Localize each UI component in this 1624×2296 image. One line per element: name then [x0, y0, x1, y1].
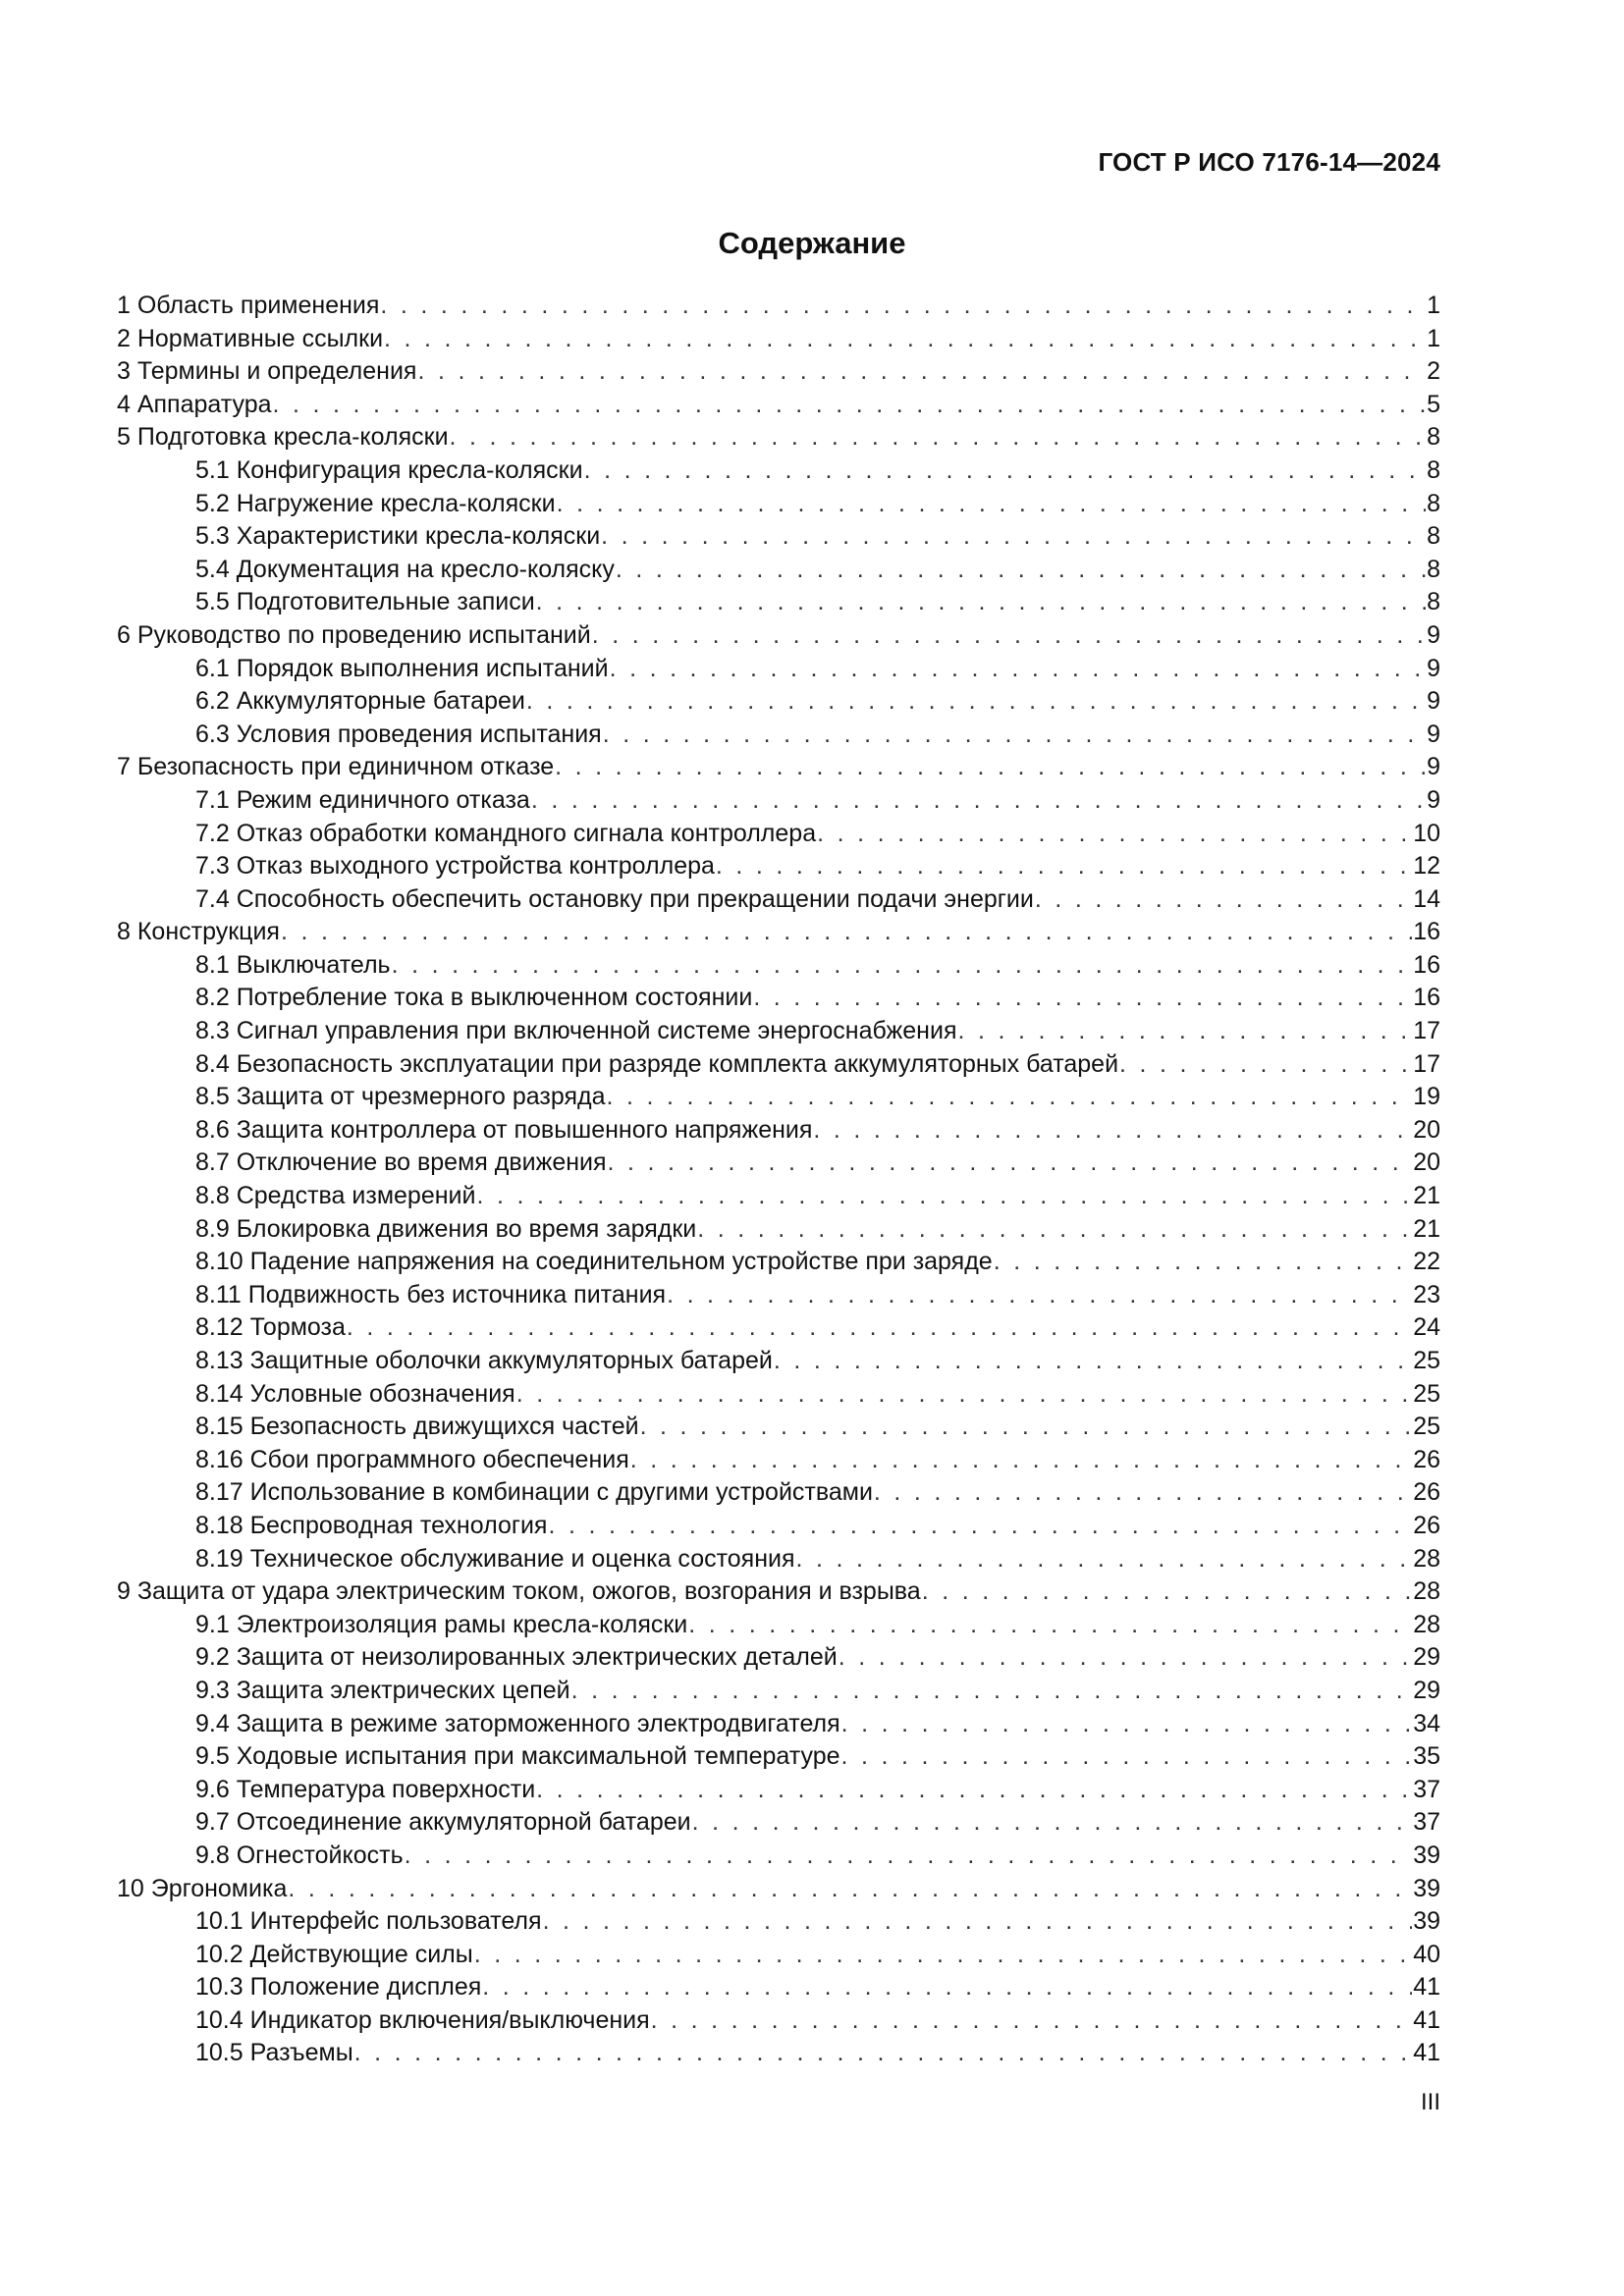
toc-entry-page: 16 [1413, 984, 1440, 1012]
toc-entry-label: 8.9 Блокировка движения во время зарядки [195, 1214, 697, 1243]
toc-entry-page: 24 [1413, 1313, 1440, 1342]
toc-entry-label: 7.4 Способность обеспечить остановку при прекращении подачи энергии [195, 884, 1034, 913]
toc-entry[interactable] [117, 1510, 1440, 1543]
dot-leader [557, 488, 1427, 521]
toc-entry-label: 10.1 Интерфейс пользователя [195, 1907, 542, 1936]
toc-entry-page: 41 [1413, 2005, 1440, 2034]
dot-leader [607, 1081, 1413, 1114]
toc-entry-label: 7.1 Режим единичного отказа [195, 785, 530, 814]
toc-entry-page: 26 [1413, 1445, 1440, 1473]
toc-entry[interactable] [117, 850, 1440, 883]
toc-entry-label: 9.1 Электроизоляция рамы кресла-коляски [195, 1610, 688, 1638]
dot-leader [571, 1675, 1413, 1708]
dot-leader [516, 1378, 1412, 1412]
page-number: III [1420, 2089, 1440, 2115]
toc-entry[interactable] [117, 355, 1440, 389]
standard-code-header: ГОСТ Р ИСО 7176-14—2024 [1098, 147, 1440, 177]
toc-entry-label: 10 Эргономика [117, 1874, 288, 1902]
toc-entry[interactable] [117, 1740, 1440, 1774]
toc-entry[interactable] [117, 1609, 1440, 1642]
dot-leader [667, 1279, 1412, 1312]
toc-entry[interactable] [117, 1081, 1440, 1114]
toc-entry-label: 1 Область применения [117, 292, 380, 319]
toc-entry-label: 8.15 Безопасность движущихся частей [195, 1413, 639, 1441]
toc-entry-page: 26 [1413, 1478, 1440, 1507]
toc-entry-label: 8.1 Выключатель [195, 950, 391, 979]
toc-entry[interactable] [117, 784, 1440, 818]
toc-entry[interactable] [117, 1411, 1440, 1444]
toc-entry-label: 8.5 Защита от чрезмерного разряда [195, 1083, 606, 1111]
toc-entry-page: 1 [1427, 324, 1440, 352]
toc-entry[interactable] [117, 421, 1440, 454]
toc-entry-page: 40 [1413, 1940, 1440, 1968]
dot-leader [922, 1575, 1412, 1609]
toc-entry-label: 8.2 Потребление тока в выключенном состоянии [195, 984, 753, 1012]
toc-entry-page: 9 [1427, 620, 1440, 649]
toc-entry-label: 9.3 Защита электрических цепей [195, 1676, 570, 1704]
dot-leader [392, 949, 1413, 983]
toc-entry-page: 16 [1413, 950, 1440, 979]
dot-leader [651, 2004, 1413, 2038]
toc-entry-label: 9.6 Температура поверхности [195, 1775, 536, 1803]
toc-entry-label: 10.4 Индикатор включения/выключения [195, 2005, 650, 2034]
toc-entry-page: 37 [1413, 1808, 1440, 1837]
toc-entry-page: 9 [1427, 785, 1440, 814]
dot-leader [616, 554, 1426, 587]
toc-entry-label: 9.7 Отсоединение аккумуляторной батареи [195, 1808, 691, 1837]
toc-entry-label: 6 Руководство по проведению испытаний [117, 620, 591, 649]
toc-entry[interactable] [117, 488, 1440, 521]
toc-entry-label: 8.13 Защитные оболочки аккумуляторных батарей [195, 1347, 773, 1374]
toc-entry-label: 8.19 Техническое обслуживание и оценка состояния [195, 1544, 795, 1573]
dot-leader [994, 1246, 1412, 1279]
toc-entry-label: 9 Защита от удара электрическим током, ожогов, возгорания и взрыва [117, 1577, 921, 1606]
toc-entry-page: 39 [1413, 1874, 1440, 1902]
dot-leader [630, 1444, 1412, 1477]
toc-entry-label: 5 Подготовка кресла-коляски [117, 423, 449, 452]
toc-entry[interactable] [117, 916, 1440, 949]
toc-entry[interactable] [117, 751, 1440, 784]
toc-entry[interactable] [117, 454, 1440, 488]
dot-leader [796, 1543, 1413, 1576]
toc-entry-label: 8.7 Отключение во время движения [195, 1148, 607, 1177]
toc-entry-page: 28 [1413, 1577, 1440, 1606]
toc-entry-label: 8 Конструкция [117, 918, 280, 946]
toc-entry[interactable] [117, 1015, 1440, 1048]
dot-leader [601, 520, 1426, 554]
toc-entry-label: 5.2 Нагружение кресла-коляски [195, 489, 556, 517]
dot-leader [543, 1905, 1413, 1939]
toc-entry-label: 7 Безопасность при единичном отказе [117, 753, 555, 781]
toc-entry-page: 21 [1413, 1214, 1440, 1243]
toc-entry[interactable] [117, 949, 1440, 983]
toc-entry[interactable] [117, 586, 1440, 619]
toc-entry-page: 1 [1427, 292, 1440, 319]
toc-entry[interactable] [117, 653, 1440, 686]
toc-entry-label: 2 Нормативные ссылки [117, 324, 384, 352]
dot-leader [1035, 883, 1412, 917]
toc-entry-page: 16 [1413, 918, 1440, 946]
toc-entry[interactable] [117, 554, 1440, 587]
toc-entry[interactable] [117, 1939, 1440, 1972]
toc-entry[interactable] [117, 982, 1440, 1015]
toc-entry-page: 9 [1427, 687, 1440, 716]
toc-entry-page: 9 [1427, 720, 1440, 748]
toc-entry[interactable] [117, 1971, 1440, 2004]
toc-entry-page: 12 [1413, 852, 1440, 881]
toc-entry[interactable] [117, 1840, 1440, 1873]
toc-entry-page: 25 [1413, 1347, 1440, 1374]
toc-entry-label: 8.16 Сбои программного обеспечения [195, 1445, 629, 1473]
dot-leader [531, 784, 1426, 818]
toc-entry-label: 4 Аппаратура [117, 390, 272, 418]
toc-entry[interactable] [117, 1444, 1440, 1477]
toc-entry-page: 8 [1427, 588, 1440, 616]
toc-entry[interactable] [117, 2037, 1440, 2070]
toc-entry-label: 8.4 Безопасность эксплуатации при разряде комплекта аккумуляторных батарей [195, 1049, 1119, 1078]
toc-entry[interactable] [117, 1345, 1440, 1378]
toc-entry[interactable] [117, 1147, 1440, 1180]
dot-leader [839, 1641, 1412, 1675]
dot-leader [536, 586, 1426, 619]
toc-entry[interactable] [117, 389, 1440, 422]
toc-entry[interactable] [117, 685, 1440, 719]
dot-leader [384, 323, 1426, 356]
dot-leader [405, 1840, 1413, 1873]
toc-entry[interactable] [117, 1774, 1440, 1807]
toc-entry[interactable] [117, 1675, 1440, 1708]
toc-entry[interactable] [117, 1873, 1440, 1906]
dot-leader [1119, 1048, 1412, 1082]
dot-leader [608, 1147, 1413, 1180]
dot-leader [380, 290, 1426, 323]
toc-entry-page: 35 [1413, 1742, 1440, 1771]
toc-entry-label: 8.17 Использование в комбинации с другими устройствами [195, 1478, 873, 1507]
toc-entry-page: 28 [1413, 1544, 1440, 1573]
toc-entry-page: 39 [1413, 1907, 1440, 1936]
toc-entry-page: 29 [1413, 1643, 1440, 1672]
toc-entry[interactable] [117, 1180, 1440, 1213]
toc-entry-page: 5 [1427, 390, 1440, 418]
dot-leader [610, 653, 1427, 686]
toc-entry-label: 8.8 Средства измерений [195, 1182, 476, 1210]
toc-entry-page: 25 [1413, 1379, 1440, 1408]
toc-entry[interactable] [117, 1641, 1440, 1675]
toc-entry[interactable] [117, 1543, 1440, 1576]
dot-leader [476, 1180, 1412, 1213]
toc-entry-page: 9 [1427, 753, 1440, 781]
toc-entry[interactable] [117, 818, 1440, 851]
toc-entry-label: 7.2 Отказ обработки командного сигнала контроллера [195, 819, 817, 847]
dot-leader [450, 421, 1427, 454]
toc-entry-label: 3 Термины и определения [117, 357, 417, 386]
toc-entry-page: 37 [1413, 1775, 1440, 1803]
toc-entry[interactable] [117, 520, 1440, 554]
dot-leader [692, 1806, 1413, 1840]
toc-entry[interactable] [117, 1806, 1440, 1840]
toc-entry[interactable] [117, 1048, 1440, 1082]
toc-entry[interactable] [117, 883, 1440, 917]
toc-entry[interactable] [117, 290, 1440, 323]
toc-entry-page: 22 [1413, 1248, 1440, 1276]
toc-entry-page: 10 [1413, 819, 1440, 847]
toc-entry-label: 5.5 Подготовительные записи [195, 588, 535, 616]
toc-entry-page: 17 [1413, 1017, 1440, 1045]
dot-leader [354, 2037, 1413, 2070]
toc-entry-page: 8 [1427, 489, 1440, 517]
toc-entry-label: 8.6 Защита контроллера от повышенного напряжения [195, 1115, 813, 1144]
toc-entry-page: 8 [1427, 455, 1440, 484]
toc-entry-label: 6.3 Условия проведения испытания [195, 720, 602, 748]
dot-leader [526, 685, 1426, 719]
dot-leader [592, 619, 1426, 653]
toc-entry[interactable] [117, 1378, 1440, 1412]
toc-entry-page: 25 [1413, 1413, 1440, 1441]
toc-entry-page: 17 [1413, 1049, 1440, 1078]
toc-entry-label: 5.3 Характеристики кресла-коляски [195, 522, 601, 551]
dot-leader [584, 454, 1427, 488]
toc-entry-page: 2 [1427, 357, 1440, 386]
toc-entry-label: 10.5 Разъемы [195, 2039, 353, 2067]
dot-leader [817, 818, 1412, 851]
dot-leader [753, 982, 1412, 1015]
toc-entry-label: 8.12 Тормоза [195, 1313, 346, 1342]
dot-leader [281, 916, 1412, 949]
toc-entry[interactable] [117, 1114, 1440, 1148]
toc-entry[interactable] [117, 1575, 1440, 1609]
table-of-contents [117, 290, 1440, 2070]
toc-entry-page: 14 [1413, 884, 1440, 913]
toc-entry-label: 9.5 Ходовые испытания при максимальной температуре [195, 1742, 840, 1771]
toc-entry-label: 9.8 Огнестойкость [195, 1841, 404, 1869]
toc-entry-label: 6.2 Аккумуляторные батареи [195, 687, 525, 716]
toc-entry-page: 21 [1413, 1182, 1440, 1210]
dot-leader [548, 1510, 1412, 1543]
toc-entry-page: 20 [1413, 1115, 1440, 1144]
dot-leader [874, 1476, 1412, 1510]
toc-entry[interactable] [117, 719, 1440, 752]
toc-entry-page: 29 [1413, 1676, 1440, 1704]
toc-entry-label: 8.3 Сигнал управления при включенной системе энергоснабжения [195, 1017, 957, 1045]
dot-leader [813, 1114, 1412, 1148]
toc-entry-label: 8.14 Условные обозначения [195, 1379, 515, 1408]
toc-entry-label: 9.4 Защита в режиме заторможенного электродвигателя [195, 1709, 840, 1737]
dot-leader [417, 355, 1426, 389]
toc-entry[interactable] [117, 323, 1440, 356]
dot-leader [957, 1015, 1412, 1048]
dot-leader [474, 1939, 1412, 1972]
dot-leader [841, 1708, 1413, 1741]
dot-leader [347, 1311, 1412, 1345]
toc-entry[interactable] [117, 1311, 1440, 1345]
toc-entry-page: 41 [1413, 2039, 1440, 2067]
dot-leader [716, 850, 1412, 883]
toc-entry-page: 8 [1427, 522, 1440, 551]
dot-leader [697, 1213, 1412, 1247]
toc-entry-page: 23 [1413, 1280, 1440, 1308]
toc-entry-label: 8.11 Подвижность без источника питания [195, 1280, 667, 1308]
dot-leader [688, 1609, 1412, 1642]
toc-entry[interactable] [117, 1708, 1440, 1741]
toc-entry-label: 5.4 Документация на кресло-коляску [195, 555, 615, 583]
toc-entry[interactable] [117, 1279, 1440, 1312]
toc-entry-page: 20 [1413, 1148, 1440, 1177]
page-title: Содержание [718, 226, 906, 260]
toc-entry-label: 10.3 Положение дисплея [195, 1973, 482, 2002]
dot-leader [555, 751, 1426, 784]
toc-entry-label: 6.1 Порядок выполнения испытаний [195, 654, 609, 682]
toc-entry[interactable] [117, 2004, 1440, 2038]
toc-entry-page: 26 [1413, 1511, 1440, 1539]
toc-entry[interactable] [117, 1905, 1440, 1939]
toc-entry-label: 7.3 Отказ выходного устройства контроллера [195, 852, 715, 881]
dot-leader [536, 1774, 1412, 1807]
toc-entry[interactable] [117, 1246, 1440, 1279]
toc-entry-label: 10.2 Действующие силы [195, 1940, 473, 1968]
dot-leader [774, 1345, 1412, 1378]
toc-entry[interactable] [117, 619, 1440, 653]
toc-entry-page: 8 [1427, 555, 1440, 583]
toc-entry[interactable] [117, 1476, 1440, 1510]
toc-entry[interactable] [117, 1213, 1440, 1247]
dot-leader [482, 1971, 1412, 2004]
toc-entry-page: 41 [1413, 1973, 1440, 2002]
toc-entry-label: 8.10 Падение напряжения на соединительном устройстве при заряде [195, 1248, 993, 1276]
dot-leader [640, 1411, 1413, 1444]
toc-entry-label: 5.1 Конфигурация кресла-коляски [195, 455, 583, 484]
toc-entry-page: 9 [1427, 654, 1440, 682]
toc-entry-page: 8 [1427, 423, 1440, 452]
dot-leader [603, 719, 1426, 752]
dot-leader [288, 1873, 1412, 1906]
toc-entry-page: 28 [1413, 1610, 1440, 1638]
dot-leader [273, 389, 1427, 422]
toc-entry-page: 34 [1413, 1709, 1440, 1737]
toc-entry-page: 39 [1413, 1841, 1440, 1869]
dot-leader [841, 1740, 1413, 1774]
toc-entry-page: 19 [1413, 1083, 1440, 1111]
toc-entry-label: 8.18 Беспроводная технология [195, 1511, 548, 1539]
toc-entry-label: 9.2 Защита от неизолированных электрических деталей [195, 1643, 838, 1672]
